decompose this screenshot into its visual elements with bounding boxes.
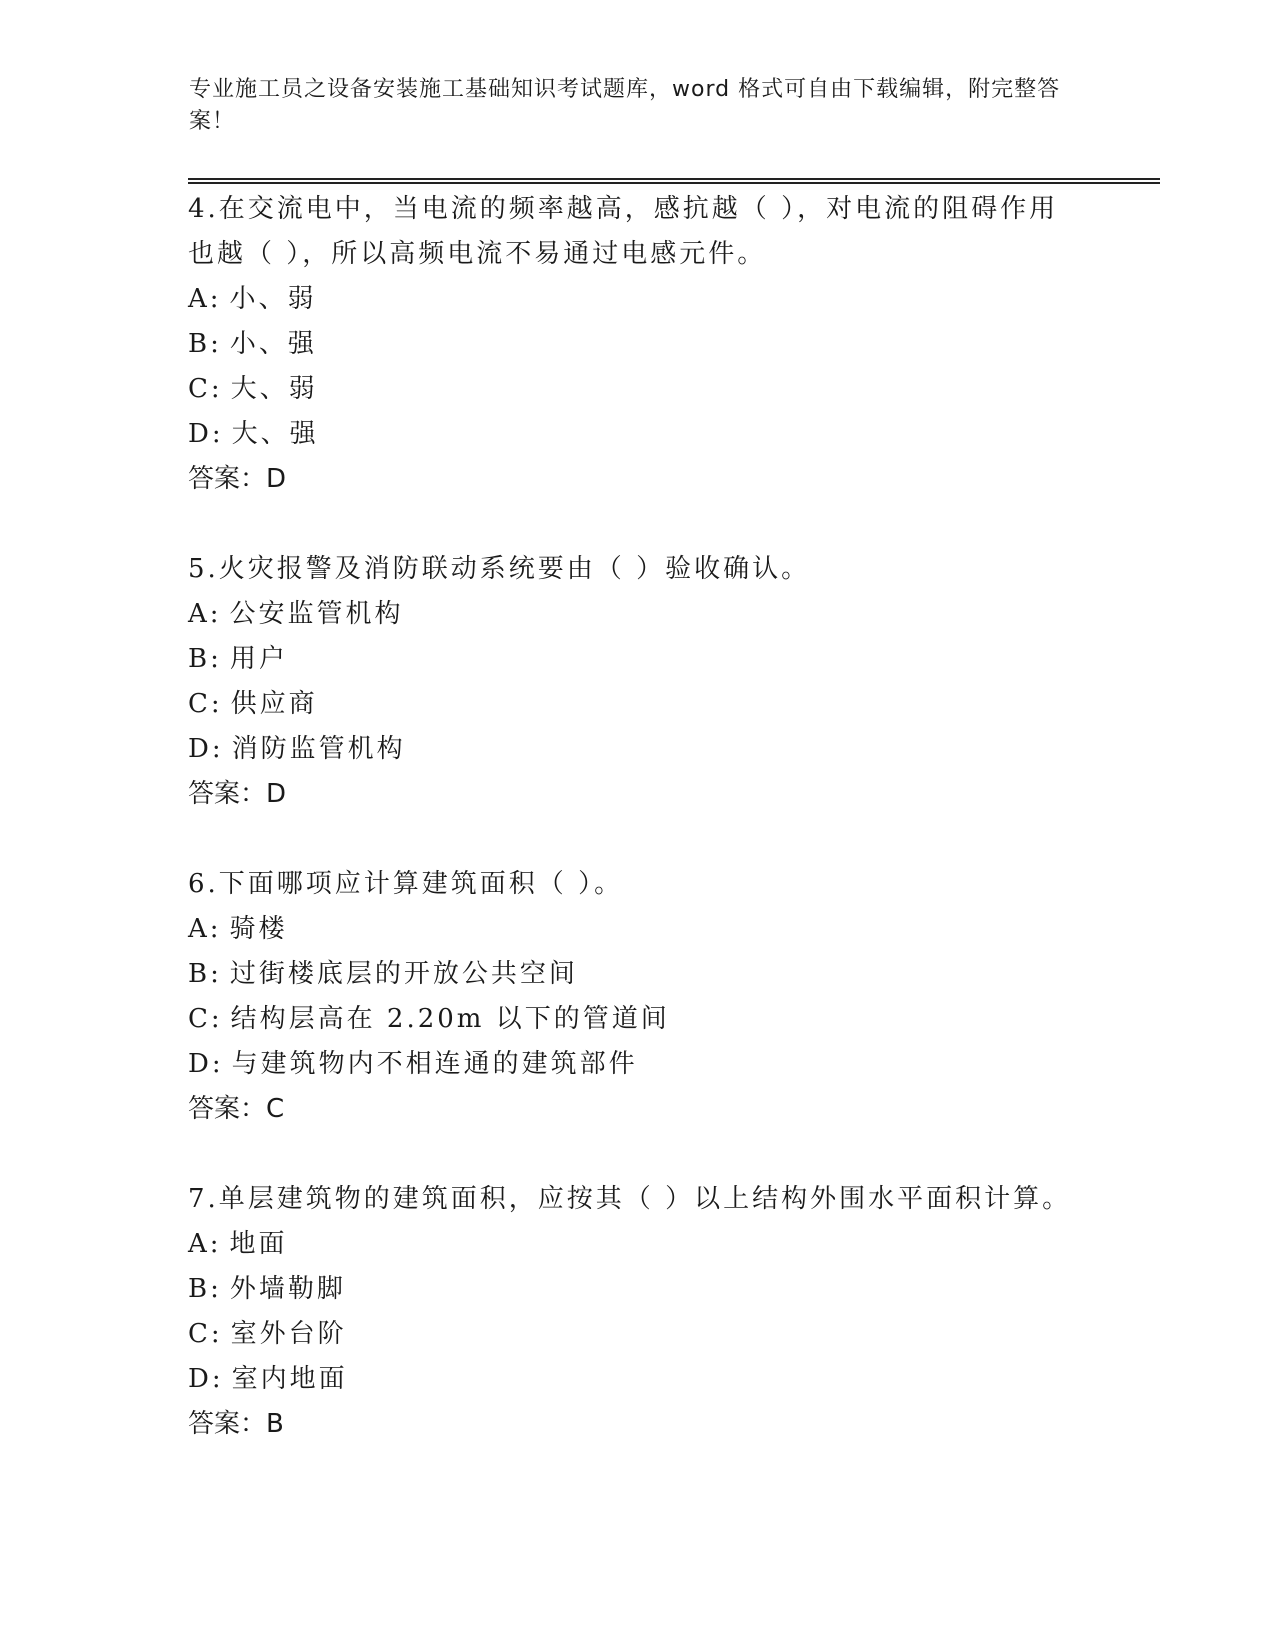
option-c: C: 室外台阶: [188, 1319, 347, 1349]
question-stem: 7.单层建筑物的建筑面积，应按其（ ）以上结构外围水平面积计算。: [188, 1184, 1072, 1214]
option-c: C: 结构层高在 2.20m 以下的管道间: [188, 1004, 670, 1034]
option-c: C: 大、弱: [188, 374, 318, 404]
option-a: A: 骑楼: [188, 914, 288, 944]
question-4: [188, 187, 1068, 502]
question-stem: 4.在交流电中，当电流的频率越高，感抗越（ ），对电流的阻碍作用也越（ ），所以高频电流不易通过电感元件。: [188, 194, 1059, 269]
document-header: 专业施工员之设备安装施工基础知识考试题库，word 格式可自由下载编辑，附完整答案！: [189, 77, 1061, 134]
option-d: D: 室内地面: [188, 1364, 348, 1394]
option-d: D: 大、强: [188, 419, 319, 449]
question-7: [188, 1177, 1108, 1447]
answer: 答案：D: [188, 779, 287, 809]
option-d: D: 与建筑物内不相连通的建筑部件: [188, 1049, 638, 1079]
answer: 答案：B: [188, 1409, 284, 1439]
option-a: A: 公安监管机构: [188, 599, 404, 629]
question-5: [188, 547, 1088, 817]
question-6: [188, 862, 1088, 1132]
option-b: B: 外墙勒脚: [188, 1274, 346, 1304]
option-a: A: 小、弱: [188, 284, 317, 314]
question-stem: 5.火灾报警及消防联动系统要由（ ）验收确认。: [188, 554, 811, 584]
option-b: B: 小、强: [188, 329, 317, 359]
header-divider: [188, 178, 1160, 184]
question-stem: 6.下面哪项应计算建筑面积（ ）。: [188, 869, 624, 899]
option-a: A: 地面: [188, 1229, 288, 1259]
answer: 答案：C: [188, 1094, 285, 1124]
option-d: D: 消防监管机构: [188, 734, 406, 764]
option-c: C: 供应商: [188, 689, 318, 719]
answer: 答案：D: [188, 464, 287, 494]
option-b: B: 过街楼底层的开放公共空间: [188, 959, 578, 989]
option-b: B: 用户: [188, 644, 288, 674]
